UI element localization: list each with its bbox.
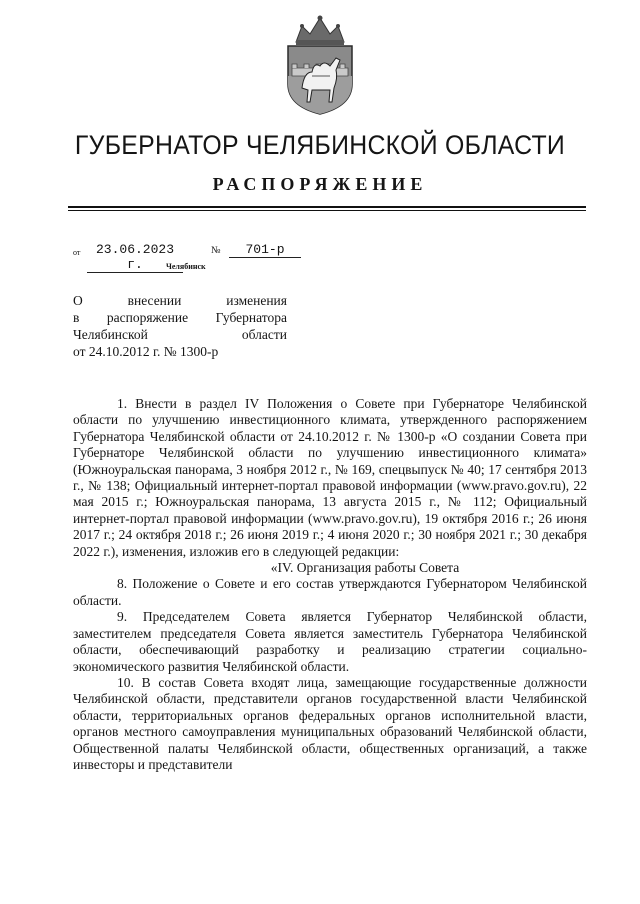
document-body	[73, 396, 587, 773]
number-prefix: №	[211, 245, 221, 256]
governor-title: ГУБЕРНАТОР ЧЕЛЯБИНСКОЙ ОБЛАСТИ	[74, 130, 566, 160]
coat-of-arms-icon	[282, 12, 358, 116]
document-number: 701-р	[229, 242, 301, 258]
date-prefix: от	[73, 248, 81, 257]
subject-line: О внесении изменения	[73, 293, 287, 308]
city-label: Челябинск	[166, 262, 206, 271]
paragraph-8: 8. Положение о Совете и его состав утверждаются Губернатором Челябинской области.	[73, 576, 587, 608]
subject-line: в распоряжение Губернатора	[73, 310, 287, 325]
subject-line: от 24.10.2012 г. № 1300-р	[73, 344, 219, 359]
document-type: РАСПОРЯЖЕНИЕ	[212, 174, 428, 194]
header-rule-thin	[68, 210, 586, 211]
paragraph-1: 1. Внести в раздел IV Положения о Совете при Губернаторе Челябинской области по улучшению инвестиционного климата, утвержденного распоряжением Губернатора Челябинской области от 24.10.2012 г. № 1300-р «О создании Совета при Губернаторе Челябинской области по улучшению инвестиционного климата» (Южноуральская панорама, 3 ноября 2012 г., № 169, спецвыпуск № 40; 17 сентября 2013 г., № 138; Официальный интернет-портал правовой информации (www.pravo.gov.ru), 22 мая 2015 г.; Южноуральская панорама, 13 августа 2015 г., № 112; Официальный интернет-портал правовой информации (www.pravo.gov.ru), 19 октября 2016 г.; 26 июня 2017 г.; 24 октября 2018 г.; 26 июня 2019 г.; 4 июня 2020 г.; 30 ноября 2021 г.; 30 декабря 2022 г.), изменения, изложив его в следующей редакции:	[73, 396, 587, 559]
section-heading: «IV. Организация работы Совета	[270, 560, 460, 576]
document-date: 23.06.2023 г.	[87, 242, 183, 273]
subject-block	[73, 292, 287, 360]
subject-line: Челябинской области	[73, 327, 287, 342]
header-rule	[68, 206, 586, 208]
paragraph-10: 10. В состав Совета входят лица, замещающие государственные должности Челябинской области, представители органов государственной власти Челябинской области, территориальных органов федеральных органов исполнительной власти, органов местного самоуправления муниципальных образований Челябинской области, Общественной палаты Челябинской области, общественных организаций, а также инвесторы и представители	[73, 674, 587, 772]
paragraph-9: 9. Председателем Совета является Губернатор Челябинской области, заместителем председателя Совета является заместитель Губернатора Челябинской области, обеспечивающий разработку и реализацию стратегии социально-экономического развития Челябинской области.	[73, 609, 587, 674]
